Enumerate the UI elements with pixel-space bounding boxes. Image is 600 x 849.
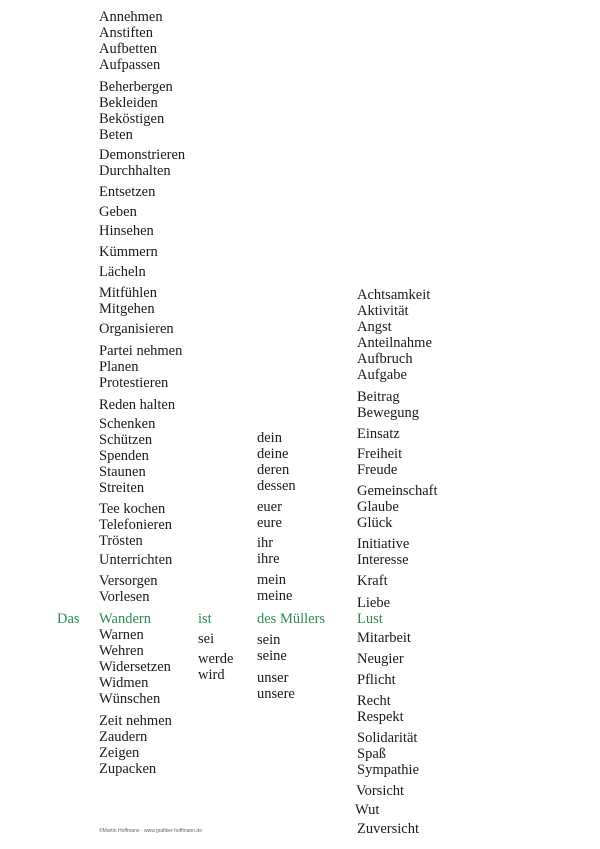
credit-line: ©Martin Hoffmann · www.grafiker-hoffmann.de bbox=[99, 828, 202, 834]
verb-word: Vorlesen bbox=[99, 589, 150, 605]
verb-word: Lächeln bbox=[99, 264, 146, 280]
verb-word: Zupacken bbox=[99, 761, 157, 777]
verb-word: Geben bbox=[99, 204, 137, 220]
noun-word: Einsatz bbox=[357, 426, 400, 442]
noun-word: Solidarität bbox=[357, 730, 418, 746]
verb-word: Hinsehen bbox=[99, 223, 154, 239]
possessive-word: deren bbox=[257, 462, 290, 478]
noun-word: Interesse bbox=[357, 552, 409, 568]
noun-word: Sympathie bbox=[357, 762, 420, 778]
verb-word: Spenden bbox=[99, 448, 149, 464]
noun-word: Aufgabe bbox=[357, 367, 407, 383]
possessive-word: meine bbox=[257, 588, 293, 604]
possessive-word: dessen bbox=[257, 478, 296, 494]
possessive-word: sein bbox=[257, 632, 281, 648]
verb-be-word: sei bbox=[198, 631, 215, 647]
verb-word: Wehren bbox=[99, 643, 144, 659]
noun-word: Gemeinschaft bbox=[357, 483, 438, 499]
verb-be-word: wird bbox=[198, 667, 225, 683]
verb-word: Schenken bbox=[99, 416, 156, 432]
noun-word: Achtsamkeit bbox=[357, 287, 431, 303]
verb-be-word-highlight: ist bbox=[198, 611, 212, 627]
noun-word: Anteilnahme bbox=[357, 335, 432, 351]
verb-word: Schützen bbox=[99, 432, 153, 448]
noun-word: Angst bbox=[357, 319, 392, 335]
noun-word: Pflicht bbox=[357, 672, 396, 688]
noun-word: Freude bbox=[357, 462, 398, 478]
verb-word: Tee kochen bbox=[99, 501, 166, 517]
noun-word: Neugier bbox=[357, 651, 404, 667]
verb-word: Aufpassen bbox=[99, 57, 161, 73]
noun-word: Freiheit bbox=[357, 446, 403, 462]
verb-word: Mitfühlen bbox=[99, 285, 157, 301]
verb-word: Beherbergen bbox=[99, 79, 173, 95]
noun-word: Liebe bbox=[357, 595, 391, 611]
verb-word-highlight: Wandern bbox=[99, 611, 151, 627]
noun-word: Glaube bbox=[357, 499, 399, 515]
verb-be-word: werde bbox=[198, 651, 234, 667]
verb-word: Mitgehen bbox=[99, 301, 155, 317]
verb-word: Widmen bbox=[99, 675, 149, 691]
noun-word: Spaß bbox=[357, 746, 386, 762]
possessive-word: deine bbox=[257, 446, 289, 462]
verb-word: Planen bbox=[99, 359, 139, 375]
possessive-word: unser bbox=[257, 670, 289, 686]
possessive-word: mein bbox=[257, 572, 286, 588]
verb-word: Kümmern bbox=[99, 244, 158, 260]
possessive-word: seine bbox=[257, 648, 287, 664]
noun-word: Aktivität bbox=[357, 303, 409, 319]
possessive-word: euer bbox=[257, 499, 282, 515]
verb-word: Zeit nehmen bbox=[99, 713, 172, 729]
verb-word: Warnen bbox=[99, 627, 144, 643]
verb-word: Beten bbox=[99, 127, 133, 143]
verb-word: Widersetzen bbox=[99, 659, 171, 675]
article-word: Das bbox=[57, 611, 80, 627]
verb-word: Entsetzen bbox=[99, 184, 156, 200]
noun-word: Kraft bbox=[357, 573, 388, 589]
verb-word: Streiten bbox=[99, 480, 145, 496]
noun-word: Vorsicht bbox=[356, 783, 405, 799]
verb-word: Unterrichten bbox=[99, 552, 173, 568]
verb-word: Reden halten bbox=[99, 397, 176, 413]
noun-word: Recht bbox=[357, 693, 391, 709]
verb-word: Protestieren bbox=[99, 375, 169, 391]
verb-word: Beköstigen bbox=[99, 111, 165, 127]
verb-word: Bekleiden bbox=[99, 95, 158, 111]
possessive-word-highlight: des Müllers bbox=[257, 611, 326, 627]
verb-word: Telefonieren bbox=[99, 517, 173, 533]
verb-word: Zeigen bbox=[99, 745, 140, 761]
verb-word: Partei nehmen bbox=[99, 343, 183, 359]
noun-word: Wut bbox=[355, 802, 380, 818]
possessive-word: ihr bbox=[257, 535, 274, 551]
possessive-word: eure bbox=[257, 515, 282, 531]
verb-word: Demonstrieren bbox=[99, 147, 186, 163]
noun-word: Bewegung bbox=[357, 405, 420, 421]
possessive-word: dein bbox=[257, 430, 282, 446]
verb-word: Annehmen bbox=[99, 9, 163, 25]
possessive-word: ihre bbox=[257, 551, 280, 567]
verb-word: Zaudern bbox=[99, 729, 148, 745]
verb-word: Aufbetten bbox=[99, 41, 157, 57]
noun-word: Zuversicht bbox=[357, 821, 420, 837]
verb-word: Organisieren bbox=[99, 321, 174, 337]
verb-word: Trösten bbox=[99, 533, 143, 549]
possessive-word: unsere bbox=[257, 686, 295, 702]
noun-word: Respekt bbox=[357, 709, 404, 725]
noun-word: Mitarbeit bbox=[357, 630, 411, 646]
verb-word: Anstiften bbox=[99, 25, 153, 41]
verb-word: Staunen bbox=[99, 464, 146, 480]
verb-word: Durchhalten bbox=[99, 163, 171, 179]
noun-word: Aufbruch bbox=[357, 351, 413, 367]
verb-word: Wünschen bbox=[99, 691, 161, 707]
noun-word: Initiative bbox=[357, 536, 410, 552]
noun-word: Beitrag bbox=[357, 389, 400, 405]
noun-word-highlight: Lust bbox=[357, 611, 383, 627]
noun-word: Glück bbox=[357, 515, 393, 531]
verb-word: Versorgen bbox=[99, 573, 158, 589]
